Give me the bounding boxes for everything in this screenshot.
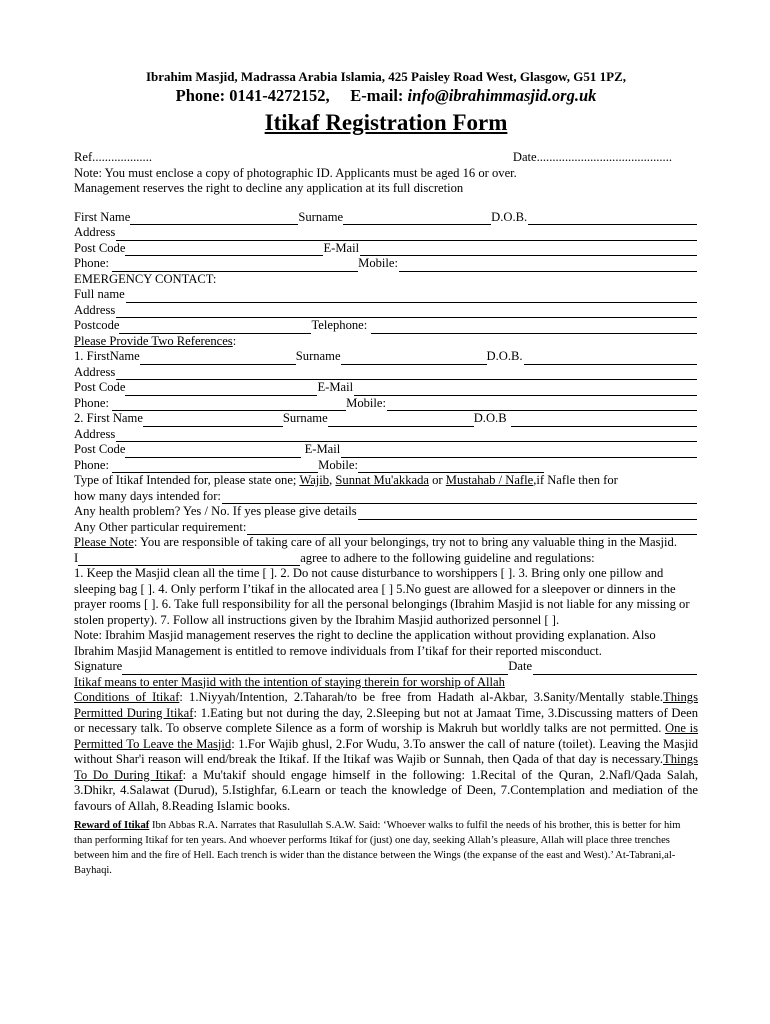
ref2-surname-field[interactable] [328,415,474,427]
email-field-label: E-Mail [317,380,354,394]
phone-label: Phone: [74,395,109,410]
other-requirement-label: Any Other particular requirement: [74,519,247,534]
itikaf-type-line: Type of Itikaf Intended for, please state one; Wajib, Sunnat Mu'akkada or Mustahab / Nafle,if Nafle then for [74,473,618,487]
ref1-address-field[interactable] [116,368,697,380]
address-label: Address [74,225,116,239]
email-label: E-mail: [350,86,404,105]
dob-label: D.O.B. [491,209,528,224]
emergency-name-row [74,287,698,303]
mobile-label: Mobile: [358,256,399,270]
emergency-heading: EMERGENCY CONTACT: [74,271,217,286]
address-label: Address [74,302,116,317]
todo-text: : a Mu'takif should engage himself in the following: 1.Recital of the Quran, 2.Nafl/Qada Salah, 3.Dhikr, 4.Salawat (Durud), 5.Istighfar, 6.Learn or teach the knowledge of Deen, 7.Contemplation and mediation of the favours of Allah, 8.Reading Islamic books. [74,767,698,813]
phone-field[interactable] [112,260,358,272]
ref-field[interactable]: Ref................... [74,150,153,164]
ref1-surname-field[interactable] [341,353,487,365]
ref2-first-name-field[interactable] [143,415,283,427]
post-code-label: Post Code [74,442,126,456]
address-label: Address [74,426,116,441]
ref1-email-field[interactable] [354,384,697,396]
health-label: Any health problem? Yes / No. If yes please give details [74,504,357,518]
ref2-name-row [74,411,698,427]
days-intended-label: how many days intended for: [74,488,221,503]
conditions-label: Conditions of Itikaf [74,690,180,704]
ref1-postcode-row [74,380,698,396]
ref2-mobile-field[interactable] [358,461,544,473]
email-field-label: E-Mail [323,240,360,255]
signature-label: Signature [74,659,123,673]
emergency-postcode-row [74,318,698,334]
agree-name-field[interactable] [78,554,300,566]
post-code-field[interactable] [125,244,323,256]
ref2-address-field[interactable] [116,430,697,442]
email-field[interactable] [360,244,697,256]
ref2-address-row [74,427,698,443]
conditions-text: : 1.Niyyah/Intention, 2.Taharah/to be free from Hadath al-Akbar, 3.Sanity/Mentally stable. [179,690,664,704]
management-note: Management reserves the right to decline any application at its full discretion [74,181,464,195]
ref1-first-name-field[interactable] [140,353,296,365]
references-label: Please Provide Two References [74,333,233,348]
please-note-text: : You are responsible of taking care of all your belongings, try not to bring any valuable thing in the Masjid. [133,535,677,549]
days-intended-row [74,489,698,505]
ref2-email-field[interactable] [341,446,697,458]
page-title: Itikaf Registration Form [264,110,508,135]
ref-date-row [74,150,698,166]
health-field[interactable] [358,508,697,520]
ref1-surname-label: Surname [295,349,341,363]
agree-row [74,551,698,567]
email-address: info@ibrahimmasjid.org.uk [407,86,597,105]
applicant-address-row [74,225,698,241]
address-field[interactable] [116,306,697,318]
registration-form [74,66,698,878]
ref2-surname-label: Surname [282,411,328,425]
ref1-mobile-field[interactable] [387,399,697,411]
leave-text: : 1.For Wajib ghusl, 2.For Wudu, 3.To answer the call of nature (toilet). Leaving the Masjid without Shar'i reason will end/break the Itikaf. If the Itikaf was Wajib or Sunnah, then Qada of that day is necessary. [74,736,699,766]
full-name-field[interactable] [126,291,697,303]
itikaf-type-suffix: ,if Nafle then for [533,473,618,487]
please-note-label: Please Note [74,535,134,549]
itikaf-definition: Itikaf means to enter Masjid with the intention of staying therein for worship of Allah [74,674,505,689]
ref2-first-name-label: 2. First Name [74,411,143,425]
ref1-phone-row [74,396,698,412]
ref2-postcode-row [74,442,698,458]
todo-label: Things To Do During Itikaf [74,752,698,782]
mobile-label: Mobile: [346,395,387,410]
ref1-phone-field[interactable] [112,399,346,411]
ref2-phone-field[interactable] [112,461,318,473]
id-note: Note: You must enclose a copy of photographic ID. Applicants must be aged 16 or over. [74,165,517,180]
option-wajib[interactable]: Wajib [299,473,330,487]
phone-number: Phone: 0141-4272152, [175,86,330,105]
signature-date-field[interactable] [533,663,697,675]
signature-row [74,659,698,675]
agree-prefix: I [74,550,79,565]
reward-label: Reward of Itikaf [74,820,150,831]
reward-paragraph [74,818,698,878]
applicant-phone-row [74,256,698,272]
email-field-label: E-Mail [304,442,341,456]
ref1-first-name-label: 1. FirstName [74,349,140,363]
option-sunnat-muakkada[interactable]: Sunnat Mu'akkada [335,473,429,487]
ref1-dob-field[interactable] [524,353,697,365]
other-requirement-row [74,520,698,536]
telephone-field[interactable] [371,322,697,334]
full-name-label: Full name [74,287,125,301]
or-text: or [428,473,446,487]
ref2-phone-row [74,458,698,474]
itikaf-type-prefix: Type of Itikaf Intended for, please state one; [74,473,300,487]
ref1-address-row [74,365,698,381]
address-label: Address [74,364,116,379]
first-name-field[interactable] [130,213,298,225]
rules-paragraph: 1. Keep the Masjid clean all the time [ ]. 2. Do not cause disturbance to worshippers [ ]. 3. Bring only one pillow and sleeping bag [ ]. 4. Only perform I’tikaf in the allocated area [ ] 5.No guest are allowed for a sleepover or dinners in the prayer rooms [ ]. 6. Take full responsibility for all the personal belongings (Ibrahim Masjid is not liable for any missing or stolen property). 7. Follow all instructions given by the Ibrahim Masjid authorized personnel [ ]. [74,566,690,627]
reward-text: Ibn Abbas R.A. Narrates that Rasulullah S.A.W. Said: ‘Whoever walks to fulfil the needs of his brother, this is better for him than performing Itikaf for ten years. And whoever performs Itikaf for (just) one day, seeking Allah’s pleasure, Allah will place three trenches between him and the fire of Hell. Each trench is wider than the distance between the Wings (the expanse of the east and West).’ At-Tabrani,al-Bayhaqi. [74,820,681,876]
option-mustahab-nafle[interactable]: Mustahab / Nafle [445,473,534,487]
first-name-label: First Name [74,209,131,224]
post-code-label: Post Code [74,380,126,394]
ref2-post-code-field[interactable] [125,446,301,458]
post-code-label: Post Code [74,240,126,255]
ref1-post-code-field[interactable] [125,384,317,396]
phone-label: Phone: [74,457,109,472]
emergency-address-row [74,303,698,319]
telephone-label: Telephone: [311,318,368,332]
ref1-name-row [74,349,698,365]
permitted-text: : 1.Eating but not during the day, 2.Sleeping but not at Jamaat Time, 3.Discussing matters of Deen or necessary talk. To observe complete Silence as a form of worship is Makruh but worldly talks are not permitted. [74,705,698,735]
permitted-label: Things Permitted During Itikaf [74,690,698,720]
management-rights-paragraph: Note: Ibrahim Masjid management reserves the right to decline the application without providing explanation. Also Ibrahim Masjid Management is entitled to remove individuals from I’tikaf for their reported misconduct. [74,628,656,658]
other-requirement-field[interactable] [247,523,697,535]
leave-label: One is Permitted To Leave the Masjid [74,721,699,751]
address-field[interactable] [116,229,697,241]
agree-suffix: agree to adhere to the following guideline and regulations: [300,550,595,565]
mobile-label: Mobile: [318,457,359,472]
applicant-postcode-row [74,241,698,257]
masjid-address: Ibrahim Masjid, Madrassa Arabia Islamia, 425 Paisley Road West, Glasgow, G51 1PZ, [145,69,627,84]
ref2-dob-label: D.O.B [473,411,507,425]
references-heading: Please Provide Two References: [74,333,237,348]
ref2-dob-field[interactable] [511,415,697,427]
surname-field[interactable] [343,213,491,225]
itikaf-rules-paragraph [74,690,698,814]
phone-label: Phone: [74,256,109,270]
ref1-dob-label: D.O.B. [486,349,523,363]
days-intended-field[interactable] [222,492,697,504]
postcode-field[interactable] [119,322,311,334]
signature-date-label: Date [508,659,533,673]
please-note-paragraph [74,535,698,551]
surname-label: Surname [298,209,344,224]
contact-line [74,86,698,106]
date-field[interactable]: Date........................................... [512,150,672,164]
postcode-label: Postcode [74,318,120,332]
applicant-name-row [74,210,698,226]
mobile-field[interactable] [399,260,697,272]
dob-field[interactable] [528,213,697,225]
health-row [74,504,698,520]
signature-field[interactable] [122,663,508,675]
